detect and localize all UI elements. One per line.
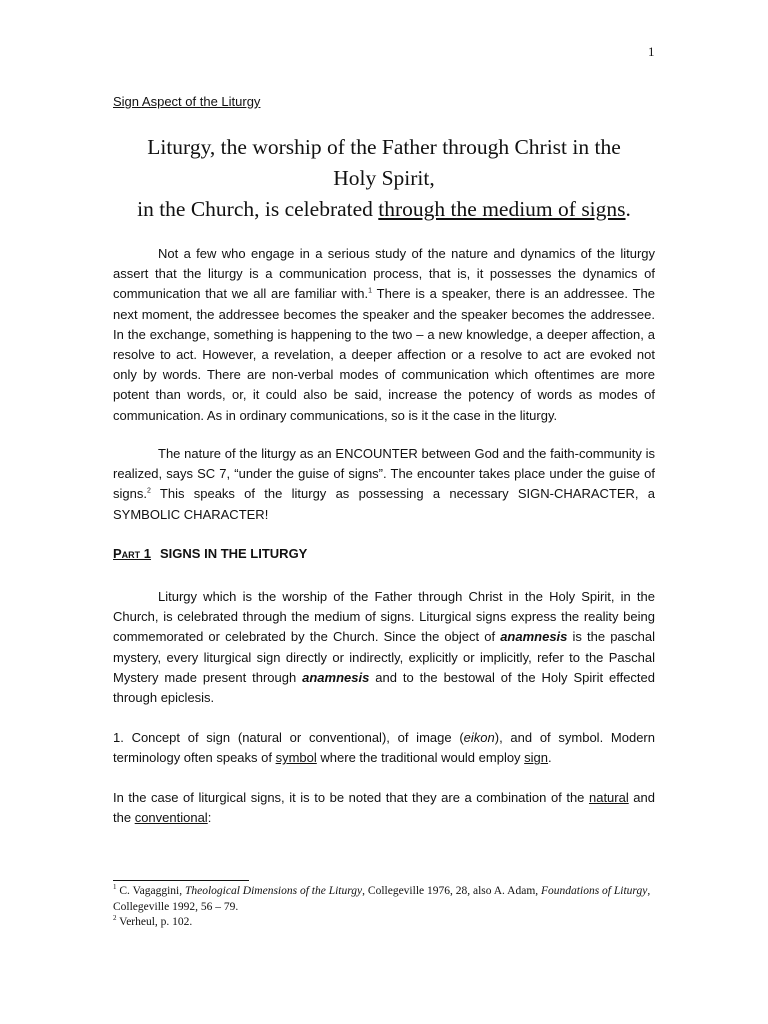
underlined-term-symbol: symbol — [275, 750, 317, 766]
paragraph-concept-of-sign — [113, 728, 655, 768]
paragraph-encounter — [113, 444, 655, 525]
part-title: SIGNS IN THE LITURGY — [160, 546, 308, 561]
paragraph-text: Not a few who engage in a serious study of the nature and dynamics of the liturgy assert that the liturgy is a communication process, that is, it possesses the dynamics of communication that we all are familiar with. — [113, 246, 655, 302]
paragraph-text: This speaks of the liturgy as possessing a necessary SIGN-CHARACTER, a SYMBOLIC CHARACTER! — [113, 486, 655, 522]
footnote-marker: 1 — [113, 883, 117, 892]
headline-line-3-suffix: . — [625, 197, 631, 221]
paragraph-signs-in-liturgy — [113, 587, 655, 708]
headline-line-3 — [113, 194, 655, 225]
footnote-book-title: Theological Dimensions of the Liturgy — [184, 885, 363, 897]
emphasis-anamnesis: anamnesis — [500, 629, 568, 645]
footnote-text: , Collegeville 1976, 28, also A. Adam, — [362, 885, 542, 897]
paragraph-text: and to the bestowal of the Holy Spirit effected through epiclesis. — [113, 669, 655, 706]
italic-term-eikon: eikon — [463, 730, 495, 745]
headline — [113, 132, 655, 225]
footnote-marker: 2 — [113, 914, 117, 923]
headline-line-2: Holy Spirit, — [333, 166, 435, 190]
footnotes — [113, 884, 655, 931]
paragraph-text: In the case of liturgical signs, it is to be noted that they are a combination of the — [113, 790, 589, 805]
underlined-term-sign: sign — [524, 750, 549, 766]
page-number: 1 — [648, 44, 655, 59]
paragraph-text: Liturgy which is the worship of the Father through Christ in the Holy Spirit, in the Church, is celebrated through the medium of signs. Liturgical signs express the reality being commemorated or celebrated by the Church. Since the object of — [113, 589, 655, 645]
part-heading — [113, 546, 307, 561]
headline-line-3-prefix: in the Church, is celebrated — [137, 197, 379, 221]
paragraph-text: The nature of the liturgy as an ENCOUNTER between God and the faith-community is realized, says SC 7, “under the guise of signs”. The encounter takes place under the guise of signs. — [113, 446, 655, 502]
headline-line-1: Liturgy, the worship of the Father through Christ in the — [147, 135, 621, 159]
footnote-reference[interactable]: 2 — [146, 488, 151, 496]
emphasis-anamnesis: anamnesis — [302, 669, 370, 685]
paragraph-text: There is a speaker, there is an addressee. The next moment, the addressee becomes the speaker and the speaker becomes the addressee. In the exchange, something is happening to the two – a new knowledge, a deeper affection, a resolve to act. However, a revelation, a deeper affection or a resolve to act are evoked not only by words. There are non-verbal modes of communication which oftentimes are more potent than words, or, it could also be said, increase the potency of words as modes of communication. As in ordinary communications, so is it the case in the liturgy. — [113, 286, 655, 423]
footnote-text: C. Vagaggini, — [116, 885, 185, 897]
paragraph-text: where the traditional would employ — [316, 750, 525, 766]
footnote-1 — [113, 884, 655, 915]
section-heading: Sign Aspect of the Liturgy — [113, 94, 261, 109]
headline-underlined-phrase: through the medium of signs — [378, 197, 626, 221]
paragraph-text: . — [548, 750, 552, 766]
paragraph-text: and the — [113, 790, 655, 826]
footnote-2 — [113, 915, 655, 931]
footnote-reference[interactable]: 1 — [368, 288, 373, 296]
paragraph-natural-conventional — [113, 788, 655, 828]
footnote-separator — [113, 880, 249, 881]
paragraph-text: : — [207, 810, 212, 826]
paragraph-text: ), and of symbol. Modern terminology often speaks of — [113, 730, 655, 766]
paragraph-text: 1. Concept of sign (natural or conventional), of image ( — [113, 730, 464, 745]
underlined-term-conventional: conventional — [134, 810, 208, 826]
footnote-text: , Collegeville 1992, 56 – 79. — [113, 885, 651, 913]
underlined-term-natural: natural — [588, 790, 629, 805]
footnote-book-title: Foundations of Liturgy — [541, 885, 648, 897]
paragraph-communication — [113, 244, 655, 426]
part-label: Part 1 — [113, 546, 152, 561]
paragraph-text: is the paschal mystery, every liturgical sign directly or indirectly, explicitly or implicitly, refer to the Paschal Mystery made present through — [113, 629, 656, 685]
footnote-text: Verheul, p. 102. — [116, 916, 193, 928]
